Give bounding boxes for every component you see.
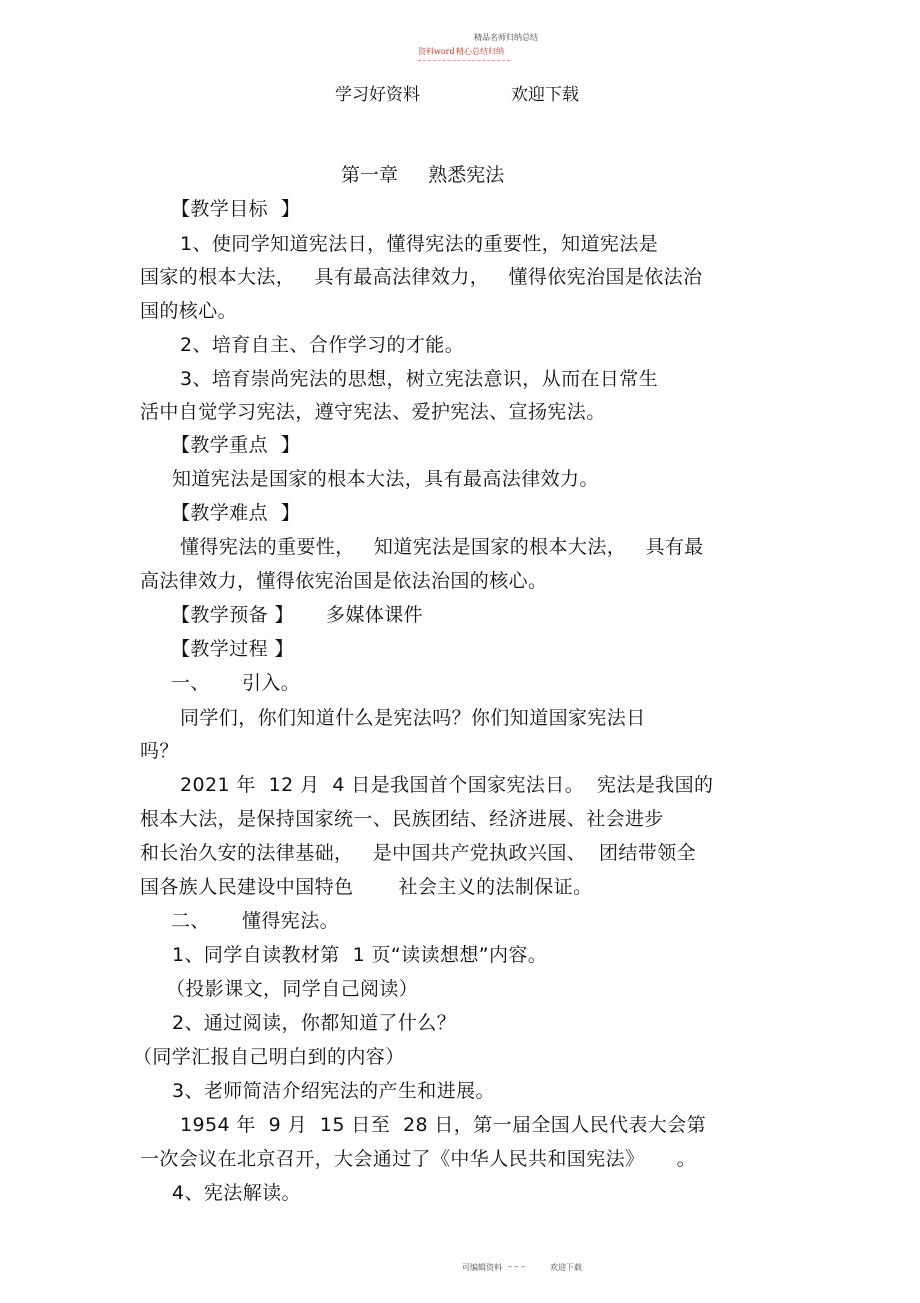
body-line: 4、宪法解读。	[172, 1182, 301, 1204]
footer-right: 欢迎下载	[550, 1263, 582, 1272]
body-line: 和长治久安的法律基础， 是中国共产党执政兴国、 团结带领全	[140, 842, 696, 864]
footer-dashes: – – –	[508, 1262, 526, 1271]
body-line: 国家的根本大法， 具有最高法律效力， 懂得依宪治国是依法治	[140, 266, 703, 288]
body-line: 同学们，你们知道什么是宪法吗？你们知道国家宪法日	[180, 707, 646, 729]
body-line: 高法律效力，懂得依宪治国是依法治国的核心。	[140, 570, 548, 592]
body-line: 国各族人民建设中国特色 社会主义的法制保证。	[140, 876, 593, 898]
body-line: 懂得宪法的重要性， 知道宪法是国家的根本大法， 具有最	[180, 536, 704, 558]
body-line: 3、培育崇尚宪法的思想，树立宪法意识，从而在日常生	[180, 368, 659, 390]
footer-left: 可编辑资料	[462, 1263, 502, 1272]
section-heading: 【教学过程 】	[171, 638, 294, 660]
body-line: 2、培育自主、合作学习的才能。	[180, 334, 465, 356]
body-line: 知道宪法是国家的根本大法，具有最高法律效力。	[172, 468, 599, 490]
body-line: 一、 引入。	[171, 672, 301, 694]
chapter-title: 第一章 熟悉宪法	[341, 164, 505, 186]
header-right: 欢迎下载	[511, 85, 579, 105]
section-heading: 【教学重点 】	[171, 434, 301, 456]
section-heading: 【教学目标 】	[171, 198, 301, 220]
body-line: 2、通过阅读，你都知道了什么？	[172, 1012, 457, 1034]
body-line: 3、老师简洁介绍宪法的产生和进展。	[172, 1080, 495, 1102]
body-line: 1、同学自读教材第 1 页“读读想想”内容。	[172, 944, 548, 966]
body-line: 国的核心。	[140, 300, 238, 322]
section-heading: 【教学难点 】	[171, 502, 301, 524]
watermark-red-right: 精心总结归纳	[456, 47, 504, 56]
watermark-divider	[418, 60, 510, 61]
body-line: 1、使同学知道宪法日，懂得宪法的重要性，知道宪法是	[180, 233, 659, 255]
body-line: 1954 年 9 月 15 日至 28 日，第一届全国人民代表大会第	[180, 1114, 706, 1136]
body-line: （同学汇报自己明白到的内容）	[133, 1046, 405, 1068]
body-line: （投影课文，同学自己阅读）	[166, 978, 419, 1000]
body-line: 2021 年 12 月 4 日是我国首个国家宪法日。 宪法是我国的	[180, 774, 714, 796]
body-line: 吗？	[140, 740, 179, 762]
section-heading: 【教学预备 】 多媒体课件	[171, 604, 424, 626]
body-line: 一次会议在北京召开，大会通过了《中华人民共和国宪法》 。	[140, 1148, 696, 1170]
watermark-top: 精品名师归纳总结	[474, 33, 538, 42]
body-line: 活中自觉学习宪法，遵守宪法、爱护宪法、宣扬宪法。	[140, 401, 606, 423]
header-left: 学习好资料	[335, 85, 420, 105]
watermark-red-left: 资料word	[418, 47, 455, 56]
body-line: 根本大法，是保持国家统一、民族团结、经济进展、社会进步	[140, 808, 664, 830]
body-line: 二、 懂得宪法。	[171, 910, 339, 932]
